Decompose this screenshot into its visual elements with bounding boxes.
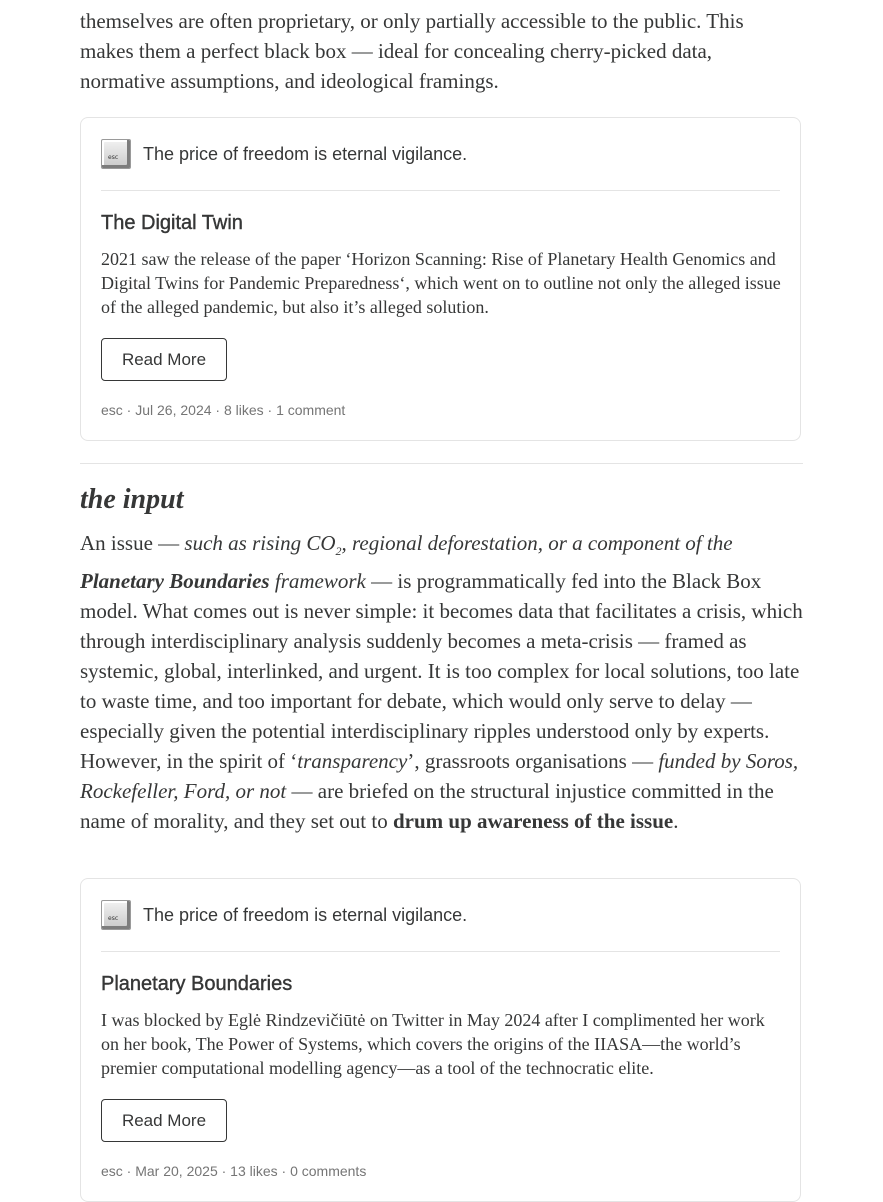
read-more-button[interactable]: Read More xyxy=(101,1099,227,1142)
card-divider xyxy=(101,190,780,191)
section-heading: the input xyxy=(80,484,184,515)
text-run: An issue — xyxy=(80,531,185,555)
italic-text: funded by Soros, Rockefeller, Ford, or not xyxy=(80,749,799,804)
italic-text: framework xyxy=(269,569,366,594)
card-divider xyxy=(101,951,780,952)
post-meta: esc · Jul 26, 2024 · 8 likes · 1 comment xyxy=(101,402,346,418)
intro-line-2: makes them a perfect black box — ideal for concealing cherry-picked data, xyxy=(80,39,713,63)
publication-name[interactable]: The price of freedom is eternal vigilance. xyxy=(143,904,468,925)
publication-header[interactable] xyxy=(101,138,467,170)
publication-logo xyxy=(101,139,131,169)
logo-text: esc xyxy=(108,915,119,922)
publication-name[interactable]: The price of freedom is eternal vigilance. xyxy=(143,143,468,164)
publication-header[interactable] xyxy=(101,899,467,931)
post-title[interactable]: Planetary Boundaries xyxy=(101,973,293,995)
post-embed-card[interactable] xyxy=(80,878,801,1202)
post-excerpt: I was blocked by Eglė Rindzevičiūtė on Twitter in May 2024 after I complimented her work on her book, The Power of Systems, which covers the origins of the IIASA—the world’s premier computational modelling agency—as a tool of the technocratic elite. xyxy=(101,1010,765,1078)
publication-logo xyxy=(101,900,131,930)
post-embed-card[interactable] xyxy=(80,117,801,441)
post-excerpt: 2021 saw the release of the paper ‘Horizon Scanning: Rise of Planetary Health Genomics and Digital Twins for Pandemic Preparedness‘, which went on to outline not only the alleged issue of the alleged pandemic, but also it’s alleged solution. xyxy=(101,249,781,317)
subscript: 2 xyxy=(335,544,342,559)
read-more-button[interactable]: Read More xyxy=(101,338,227,381)
logo-text: esc xyxy=(108,154,119,161)
bold-italic-term: Planetary Boundaries xyxy=(80,569,270,594)
post-meta: esc · Mar 20, 2025 · 13 likes · 0 comments xyxy=(101,1163,367,1179)
text-run: . xyxy=(673,809,679,834)
italic-text: transparency xyxy=(297,749,408,774)
intro-line-3: normative assumptions, and ideological framings. xyxy=(80,69,499,93)
text-run: — are briefed on the structural injustice committed in the name of morality, and they set out to xyxy=(80,779,774,834)
bold-text: drum up awareness of the issue xyxy=(392,809,674,834)
section-divider xyxy=(80,463,803,464)
post-title[interactable]: The Digital Twin xyxy=(101,212,243,234)
intro-line-1: themselves are often proprietary, or only partially accessible to the public. This xyxy=(80,9,744,33)
text-run: ’, grassroots organisations — xyxy=(407,749,659,774)
text-run: — is programmatically fed into the Black Box model. What comes out is never simple: it becomes data that facilitates a crisis, which through interdisciplinary analysis suddenly becomes a meta-crisis — framed as systemic, global, interlinked, and urgent. It is too complex for local solutions, too late to waste time, and too important for debate, which would only serve to delay — especially given the potential interdisciplinary ripples understood only by experts. However, in the spirit of ‘ xyxy=(80,569,803,774)
italic-text: such as rising $CO_2$, regional deforestation, or a component of the xyxy=(184,531,733,559)
intro-paragraph xyxy=(80,6,803,96)
body-paragraph xyxy=(80,528,803,836)
